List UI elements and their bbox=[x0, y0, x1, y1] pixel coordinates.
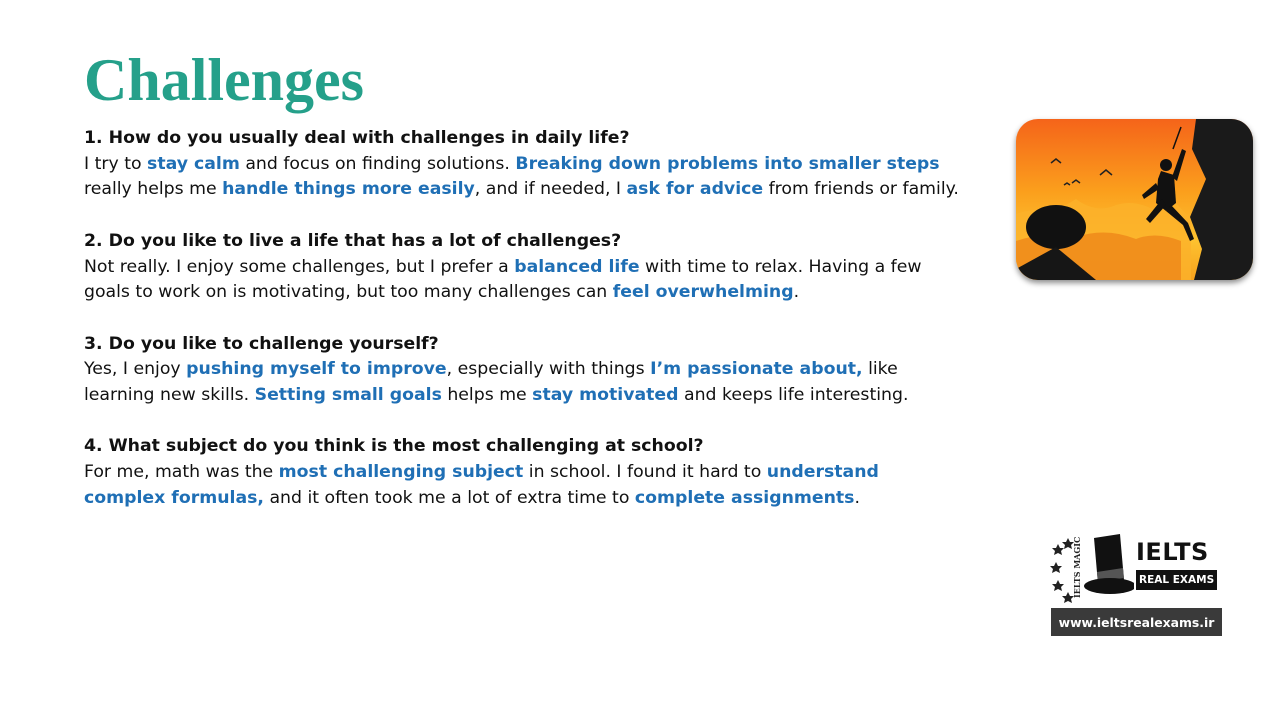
highlighted-phrase: Setting small goals bbox=[254, 385, 442, 405]
logo-brand-text: IELTS bbox=[1136, 538, 1209, 566]
answer-segment: from friends or family. bbox=[763, 179, 959, 200]
highlighted-phrase: Breaking down problems into smaller steps bbox=[515, 153, 940, 174]
highlighted-phrase: I’m passionate about, bbox=[650, 359, 863, 380]
question-text: 1. How do you usually deal with challenges in daily life? bbox=[84, 128, 630, 148]
highlighted-phrase: complete assignments bbox=[634, 487, 855, 508]
answer-segment: really helps me bbox=[84, 179, 223, 200]
page-title: Challenges bbox=[84, 47, 365, 113]
qa-item bbox=[84, 332, 964, 409]
highlighted-phrase: ask for advice bbox=[626, 179, 764, 200]
answer-segment: I try to bbox=[84, 153, 148, 174]
highlighted-phrase: pushing myself to improve bbox=[186, 359, 447, 380]
answer-text bbox=[84, 357, 964, 408]
highlighted-phrase: balanced life bbox=[514, 256, 640, 277]
magic-hat-icon bbox=[1050, 532, 1134, 606]
question-text: 3. Do you like to challenge yourself? bbox=[84, 333, 439, 354]
logo-ring-text: IELTS MAGIC bbox=[1072, 536, 1082, 598]
answer-segment: and focus on finding solutions. bbox=[239, 153, 516, 174]
highlighted-phrase: most challenging subject bbox=[278, 462, 524, 483]
answer-segment: in school. I found it hard to bbox=[523, 462, 767, 483]
qa-list bbox=[84, 126, 964, 537]
answer-segment: and keeps life interesting. bbox=[678, 385, 909, 405]
climber-sunset-illustration bbox=[1016, 119, 1253, 280]
answer-text bbox=[84, 255, 964, 306]
website-url-label: www.ieltsrealexams.ir bbox=[1051, 608, 1222, 636]
answer-segment: and it often took me a lot of extra time to bbox=[263, 487, 635, 508]
highlighted-phrase: handle things more easily bbox=[222, 179, 475, 200]
qa-item bbox=[84, 229, 964, 306]
qa-item bbox=[84, 126, 964, 203]
answer-segment: Not really. I enjoy some challenges, but I prefer a bbox=[84, 256, 515, 277]
answer-text bbox=[84, 460, 964, 511]
highlighted-phrase: understand bbox=[766, 462, 879, 483]
answer-segment: helps me bbox=[441, 385, 533, 405]
answer-segment: learning new skills. bbox=[84, 385, 255, 405]
answer-segment: , and if needed, I bbox=[474, 179, 627, 200]
question-text: 2. Do you like to live a life that has a lot of challenges? bbox=[84, 230, 622, 251]
answer-segment: like bbox=[862, 359, 898, 380]
answer-segment: , especially with things bbox=[446, 359, 651, 380]
answer-segment: with time to relax. Having a few bbox=[639, 256, 922, 277]
answer-text bbox=[84, 152, 964, 203]
highlighted-phrase: stay calm bbox=[147, 153, 240, 174]
highlighted-phrase: complex formulas, bbox=[84, 487, 264, 508]
highlighted-phrase: feel overwhelming bbox=[612, 282, 794, 303]
answer-segment: . bbox=[854, 487, 860, 508]
answer-segment: . bbox=[793, 282, 800, 303]
answer-segment: For me, math was the bbox=[84, 462, 279, 483]
question-text: 4. What subject do you think is the most challenging at school? bbox=[84, 436, 704, 457]
logo-tagline: REAL EXAMS bbox=[1136, 570, 1217, 590]
answer-segment: Yes, I enjoy bbox=[84, 359, 187, 380]
answer-segment: goals to work on is motivating, but too many challenges can bbox=[84, 282, 613, 303]
highlighted-phrase: stay motivated bbox=[532, 385, 679, 405]
qa-item bbox=[84, 434, 964, 511]
